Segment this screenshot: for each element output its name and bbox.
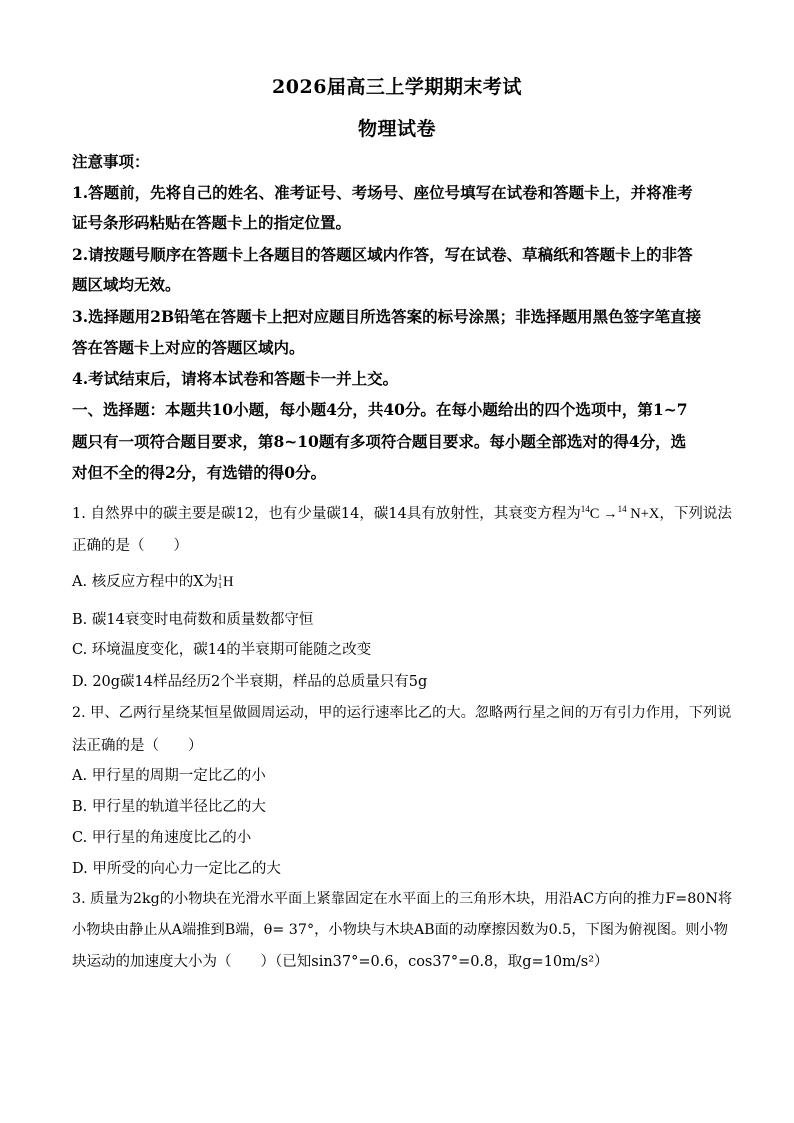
section-intro-line: 一、选择题：本题共10小题，每小题4分，共40分。在每小题给出的四个选项中，第1~7 bbox=[72, 400, 688, 419]
question-3-line: 块运动的加速度大小为（ ）（已知sin37°=0.6，cos37°=0.8，取g=10m/s²） bbox=[72, 954, 609, 970]
question-3-line: 小物块由静止从A端推到B端，θ= 37°，小物块与木块AB面的动摩擦因数为0.5，下图为俯视图。则小物 bbox=[72, 922, 728, 938]
notice-line: 答在答题卡上对应的答题区域内。 bbox=[72, 338, 305, 357]
notice-line: 证号条形码粘贴在答题卡上的指定位置。 bbox=[72, 213, 352, 232]
q2-option-b: B. 甲行星的轨道半径比乙的大 bbox=[72, 799, 266, 815]
nuclide-numbers bbox=[218, 574, 222, 590]
q2-option-c: C. 甲行星的角速度比乙的小 bbox=[72, 830, 252, 846]
q2-option-d: D. 甲所受的向心力一定比乙的大 bbox=[72, 861, 281, 877]
q1-option-d: D. 20g碳14样品经历2个半衰期，样品的总质量只有5g bbox=[72, 674, 428, 690]
notice-line: 1.答题前，先将自己的姓名、准考证号、考场号、座位号填写在试卷和答题卡上，并将准考 bbox=[72, 183, 693, 202]
c-mass-number: 14 bbox=[580, 504, 590, 514]
n-mass-number: 14 bbox=[617, 504, 627, 514]
products: N+X bbox=[630, 506, 660, 522]
question-2-stem: 2. 甲、乙两行星绕某恒星做圆周运动，甲的运行速率比乙的大。忽略两行星之间的万有引力作用，下列说 bbox=[72, 705, 732, 721]
notice-heading: 注意事项： bbox=[72, 152, 150, 171]
notice-line: 3.选择题用2B铅笔在答题卡上把对应题目所选答案的标号涂黑；非选择题用黑色签字笔直接 bbox=[72, 307, 702, 326]
q1-option-a-text: A. 核反应方程中的X为 bbox=[72, 574, 219, 590]
q1-stem-end: ，下列说法 bbox=[659, 506, 732, 522]
question-2-stem-cont: 法正确的是（ ） bbox=[72, 738, 203, 754]
q1-option-a bbox=[72, 570, 234, 591]
q1-option-b: B. 碳14衰变时电荷数和质量数都守恒 bbox=[72, 612, 314, 628]
notice-line: 2.请按题号顺序在答题卡上各题目的答题区域内作答，写在试卷、草稿纸和答题卡上的非答 bbox=[72, 245, 693, 264]
arrow-icon: → bbox=[603, 506, 618, 522]
decay-equation bbox=[581, 506, 660, 522]
nuclide-charge: 1 bbox=[218, 581, 223, 590]
carbon-symbol: C bbox=[589, 506, 600, 522]
question-3-line: 3. 质量为2kg的小物块在光滑水平面上紧靠固定在水平面上的三角形木块，用沿AC方向的推力F=80N将 bbox=[72, 891, 733, 907]
exam-title: 2026届高三上学期期末考试 bbox=[272, 76, 522, 98]
exam-subtitle: 物理试卷 bbox=[357, 118, 436, 140]
section-intro-line: 对但不全的得2分，有选错的得0分。 bbox=[72, 463, 327, 482]
question-1-stem bbox=[72, 502, 732, 523]
notice-line: 题区域均无效。 bbox=[72, 275, 181, 294]
notice-line: 4.考试结束后，请将本试卷和答题卡一并上交。 bbox=[72, 369, 399, 388]
q1-stem-text: 1. 自然界中的碳主要是碳12，也有少量碳14，碳14具有放射性，其衰变方程为 bbox=[72, 506, 581, 522]
nuclide-mass: 1 bbox=[218, 573, 223, 582]
question-1-stem-cont: 正确的是（ ） bbox=[72, 538, 188, 554]
q2-option-a: A. 甲行星的周期一定比乙的小 bbox=[72, 768, 266, 784]
q1-option-c: C. 环境温度变化，碳14的半衰期可能随之改变 bbox=[72, 642, 372, 658]
section-intro-line: 题只有一项符合题目要求，第8~10题有多项符合题目要求。每小题全部选对的得4分，选 bbox=[72, 432, 687, 451]
hydrogen-symbol: H bbox=[223, 574, 234, 590]
